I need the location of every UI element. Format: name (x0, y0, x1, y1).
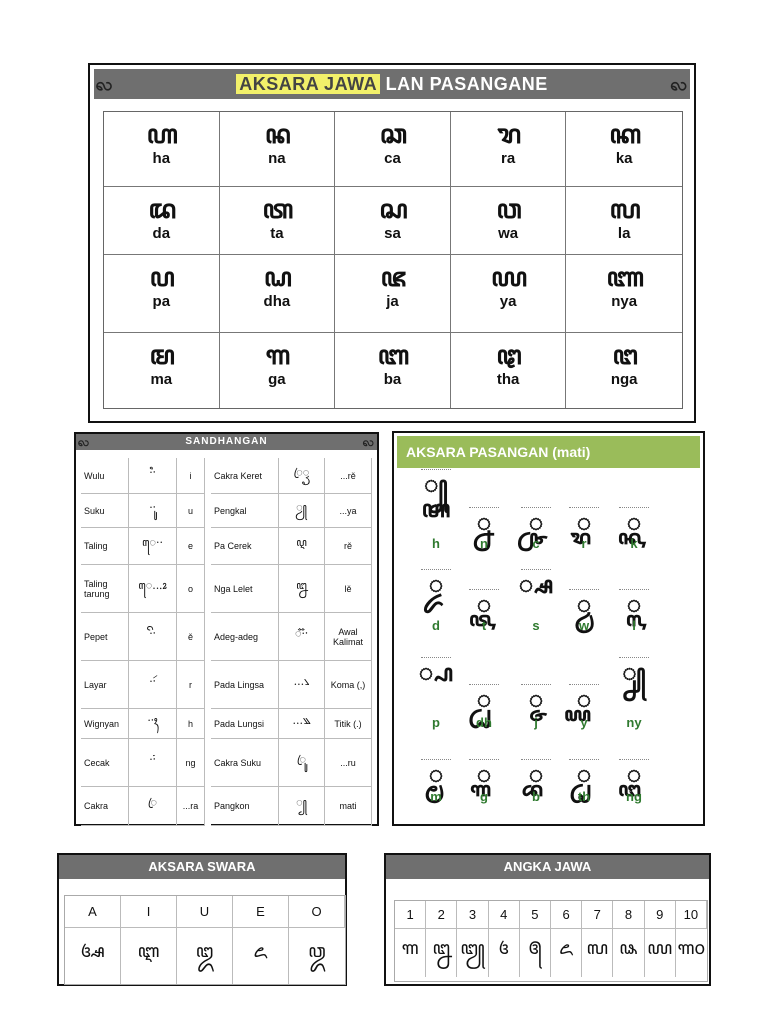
swara-title-bar (59, 855, 345, 879)
sandhangan-name: Cecak (81, 739, 129, 787)
sandhangan-name: Cakra Suku (211, 739, 279, 787)
aksara-latin: wa (498, 225, 519, 242)
sandhangan-glyph: ꦀ··ꦀ (279, 613, 325, 661)
angka-number: 3 (457, 901, 488, 929)
sandhangan-value: ě (177, 613, 205, 661)
pasangan-glyph: ꧀ꦫ (576, 508, 592, 537)
aksara-cell (104, 187, 220, 255)
aksara-latin: pa (152, 293, 171, 310)
pasangan-glyph: ꧀ꦲ (421, 470, 451, 523)
pasangan-latin: l (632, 618, 636, 633)
aksara-glyph: ꦱ (379, 195, 406, 225)
pasangan-glyph: ꧀ꦮ (576, 590, 592, 619)
swara-letter: I (121, 896, 177, 928)
aksara-glyph: ꦭ (609, 195, 639, 225)
swara-letter: O (289, 896, 345, 928)
aksara-glyph: ꦏ (609, 120, 640, 150)
pasangan-latin: c (532, 536, 540, 551)
sandhangan-value: Titik (.) (325, 709, 372, 739)
sandhangan-value: lě (325, 565, 372, 613)
sandhangan-glyph: ꦿꦸ (279, 739, 325, 787)
aksara-grid (103, 111, 683, 409)
sandhangan-table (81, 458, 374, 822)
sandhangan-glyph: ··ꦶ (129, 458, 177, 494)
swara-panel (57, 853, 347, 986)
aksara-cell (220, 187, 336, 255)
angka-number: 7 (582, 901, 613, 929)
dotted-guide (469, 589, 499, 590)
aksara-cell (220, 333, 336, 408)
aksara-latin: ja (386, 293, 399, 310)
angka-number: 1 (395, 901, 426, 929)
aksara-glyph: ꦥ (149, 263, 173, 293)
sandhangan-glyph: ··ꦼ (129, 613, 177, 661)
sandhangan-glyph: ...꧉ (279, 709, 325, 739)
swara-glyph: ꦈ (177, 928, 233, 984)
dotted-guide (619, 507, 649, 508)
aksara-latin: tha (496, 371, 520, 388)
sandhangan-name: Taling tarung (81, 565, 129, 613)
pasangan-latin: j (534, 715, 538, 730)
sandhangan-glyph: ꦊ (279, 565, 325, 613)
angka-number: 9 (645, 901, 676, 929)
pasangan-glyph: ꧀ꦥ (418, 658, 454, 687)
sandhangan-value: ng (177, 739, 205, 787)
aksara-cell (335, 255, 451, 333)
aksara-cell (566, 112, 682, 187)
swara-glyph: ꦌ (233, 928, 289, 984)
pasangan-latin: s (532, 618, 540, 633)
angka-number: 8 (613, 901, 644, 929)
dotted-guide (619, 589, 649, 590)
sandhangan-title: SANDHANGAN (185, 436, 268, 447)
sandhangan-value: Koma (,) (325, 661, 372, 709)
sandhangan-glyph: ꦾ (279, 494, 325, 528)
dotted-guide (569, 589, 599, 590)
angka-table (394, 900, 708, 982)
angka-glyph: ꧓ (457, 929, 488, 977)
pasangan-glyph: ꧀ꦚ (622, 658, 646, 687)
angka-number: 4 (489, 901, 520, 929)
pasangan-latin: p (432, 715, 440, 730)
sandhangan-glyph: ··ꦸ (129, 494, 177, 528)
dotted-guide (619, 657, 649, 658)
pasangan-title: AKSARA PASANGAN (mati) (406, 444, 591, 460)
swara-letter: A (65, 896, 121, 928)
sandhangan-value: h (177, 709, 205, 739)
aksara-glyph: ꦢ (148, 195, 175, 225)
swara-glyph: ꦆ (121, 928, 177, 984)
sandhangan-name: Cakra (81, 787, 129, 826)
aksara-latin: la (617, 225, 631, 242)
angka-glyph: ꧒ (426, 929, 457, 977)
pasangan-glyph: ꧀ꦪ (576, 685, 592, 714)
aksara-cell (566, 255, 682, 333)
pasangan-latin: h (432, 536, 440, 551)
aksara-glyph: ꦠ (262, 195, 292, 225)
aksara-latin: nga (610, 371, 638, 388)
sandhangan-name: Wulu (81, 458, 129, 494)
pasangan-glyph: ꧀ꦔ (626, 760, 642, 789)
aksara-latin: ra (501, 150, 516, 167)
sandhangan-name: Cakra Keret (211, 458, 279, 494)
aksara-latin: ca (384, 150, 401, 167)
pasangan-latin: t (481, 618, 487, 633)
sandhangan-glyph: ꦿ (129, 787, 177, 826)
sandhangan-name: Taling (81, 528, 129, 565)
sandhangan-panel (74, 432, 379, 826)
pasangan-glyph: ꧀ꦗ (528, 685, 544, 714)
sandhangan-value: ...ra (177, 787, 205, 826)
swara-glyph: ꦎ (308, 941, 326, 962)
aksara-latin: dha (263, 293, 291, 310)
pasangan-title-bar (397, 436, 700, 468)
pasangan-latin: b (532, 789, 540, 804)
angka-number: 5 (520, 901, 551, 929)
pasangan-glyph: ꧀ꦢ (428, 570, 444, 599)
angka-title-bar (386, 855, 709, 879)
sandhangan-glyph: ꦉ (279, 528, 325, 565)
sandhangan-value: rě (325, 528, 372, 565)
aksara-latin: ya (499, 293, 517, 310)
dotted-guide (421, 657, 451, 658)
dotted-guide (521, 759, 551, 760)
dotted-guide (569, 684, 599, 685)
swara-letter: E (233, 896, 289, 928)
aksara-latin: ka (615, 150, 633, 167)
pasangan-glyph: ꧀ꦠ (476, 590, 492, 619)
angka-glyph: ꧑꧐ (677, 938, 706, 959)
aksara-glyph: ꦤ (265, 120, 289, 150)
pasangan-latin: ny (626, 715, 642, 730)
sandhangan-name: Layar (81, 661, 129, 709)
pasangan-glyph: ꧀ꦤ (476, 508, 492, 537)
sandhangan-glyph: ꦿꦽ (279, 458, 325, 494)
angka-number: 6 (551, 901, 582, 929)
sandhangan-value: i (177, 458, 205, 494)
aksara-glyph: ꦛ (496, 341, 520, 371)
ornament-curl-icon: ꩮ (362, 435, 375, 449)
angka-title: ANGKA JAWA (503, 859, 592, 874)
aksara-glyph: ꦪ (491, 263, 526, 293)
pasangan-glyph: ꧀ꦒ (476, 760, 492, 789)
swara-title: AKSARA SWARA (148, 859, 256, 874)
pasangan-latin: m (430, 789, 442, 804)
aksara-cell (220, 112, 336, 187)
pasangan-glyph: ꧀ꦏ (626, 508, 642, 537)
pasangan-latin: w (578, 618, 590, 633)
aksara-latin: ta (270, 225, 284, 242)
sandhangan-name: Pada Lingsa (211, 661, 279, 709)
pasangan-latin: d (432, 618, 440, 633)
sandhangan-title-bar (76, 434, 377, 450)
sandhangan-value: ...ru (325, 739, 372, 787)
aksara-latin: ga (268, 371, 286, 388)
aksara-glyph: ꦲ (146, 120, 176, 150)
sandhangan-value: o (177, 565, 205, 613)
dotted-guide (521, 569, 551, 570)
angka-panel (384, 853, 711, 986)
aksara-cell (335, 112, 451, 187)
sandhangan-glyph: ꦺ...ꦴ (129, 565, 177, 613)
sandhangan-value: u (177, 494, 205, 528)
aksara-cell (566, 187, 682, 255)
sandhangan-value: ...rě (325, 458, 372, 494)
aksara-latin: ha (152, 150, 171, 167)
ornament-curl-icon: ꩮ (96, 74, 114, 94)
ornament-curl-icon: ꩮ (78, 435, 91, 449)
aksara-cell (335, 187, 451, 255)
dotted-guide (469, 684, 499, 685)
sandhangan-name: Wignyan (81, 709, 129, 739)
aksara-jawa-title-bar (94, 69, 690, 99)
swara-table (64, 895, 346, 985)
title-highlight: AKSARA JAWA (236, 74, 380, 94)
aksara-glyph: ꦫ (497, 120, 519, 150)
pasangan-glyph: ꧀ꦧ (528, 760, 544, 789)
pasangan-latin: n (480, 536, 488, 551)
sandhangan-name: Pepet (81, 613, 129, 661)
aksara-glyph: ꦚ (606, 263, 642, 293)
pasangan-glyph: ꧀ꦝ (476, 685, 492, 714)
dotted-guide (569, 507, 599, 508)
sandhangan-glyph: ··ꦂ (129, 661, 177, 709)
aksara-latin: nya (611, 293, 638, 310)
aksara-cell (335, 333, 451, 408)
aksara-latin: na (268, 150, 286, 167)
aksara-cell (104, 255, 220, 333)
title-rest: LAN PASANGANE (380, 74, 548, 94)
aksara-cell (220, 255, 336, 333)
dotted-guide (521, 507, 551, 508)
swara-glyph: ꦄ (65, 928, 121, 984)
aksara-latin: da (152, 225, 171, 242)
sandhangan-value: e (177, 528, 205, 565)
aksara-glyph: ꦮ (496, 195, 520, 225)
pasangan-latin: k (630, 536, 638, 551)
pasangan-glyph: ꧀ꦭ (626, 590, 642, 619)
angka-glyph: ꧘ (613, 929, 644, 977)
sandhangan-value: mati (325, 787, 372, 826)
sandhangan-value: Awal Kalimat (325, 613, 372, 661)
aksara-glyph: ꦧ (377, 341, 408, 371)
pasangan-glyph: ꧀ꦩ (428, 760, 444, 789)
dotted-guide (619, 759, 649, 760)
sandhangan-name: Suku (81, 494, 129, 528)
dotted-guide (421, 759, 451, 760)
aksara-cell (104, 333, 220, 408)
dotted-guide (469, 759, 499, 760)
aksara-cell (566, 333, 682, 408)
sandhangan-value: ...ya (325, 494, 372, 528)
sandhangan-name: Pangkon (211, 787, 279, 826)
pasangan-latin: r (581, 536, 587, 551)
pasangan-latin: dh (476, 715, 492, 730)
sandhangan-glyph: ...꧈ (279, 661, 325, 709)
sandhangan-glyph: ··ꦃ (129, 709, 177, 739)
swara-letter: U (177, 896, 233, 928)
angka-glyph: ꧔ (489, 929, 520, 977)
angka-glyph: ꧕ (520, 929, 551, 977)
dotted-guide (521, 684, 551, 685)
pasangan-latin: th (577, 789, 591, 804)
pasangan-glyph: ꧀ꦱ (518, 570, 554, 599)
sandhangan-name: Pengkal (211, 494, 279, 528)
aksara-cell (104, 112, 220, 187)
aksara-glyph: ꦕ (379, 120, 406, 150)
pasangan-glyph: ꧀ꦛ (576, 760, 592, 789)
sandhangan-glyph: ꧀ (279, 787, 325, 826)
aksara-cell (451, 187, 567, 255)
angka-number: 10 (676, 901, 707, 929)
pasangan-latin: y (580, 715, 588, 730)
angka-glyph: ꧗ (582, 929, 613, 977)
ornament-curl-icon: ꩮ (670, 74, 688, 94)
aksara-glyph: ꦒ (265, 341, 289, 371)
aksara-latin: ba (383, 371, 402, 388)
aksara-glyph: ꦝ (263, 263, 290, 293)
dotted-guide (421, 469, 451, 470)
pasangan-panel (392, 431, 705, 826)
angka-glyph: ꧑ (395, 929, 426, 977)
pasangan-latin: g (480, 789, 488, 804)
dotted-guide (421, 569, 451, 570)
aksara-glyph: ꦔ (612, 341, 636, 371)
sandhangan-name: Pada Lungsi (211, 709, 279, 739)
aksara-glyph: ꦩ (149, 341, 173, 371)
aksara-latin: sa (384, 225, 401, 242)
sandhangan-glyph: ··ꦁ (129, 739, 177, 787)
aksara-cell (451, 255, 567, 333)
sandhangan-name: Pa Cerek (211, 528, 279, 565)
angka-glyph: ꧖ (551, 929, 582, 977)
aksara-latin: ma (150, 371, 173, 388)
dotted-guide (469, 507, 499, 508)
aksara-cell (451, 333, 567, 408)
aksara-cell (451, 112, 567, 187)
angka-glyph: ꧙ (645, 929, 676, 977)
sandhangan-name: Nga Lelet (211, 565, 279, 613)
sandhangan-value: r (177, 661, 205, 709)
aksara-glyph: ꦗ (380, 263, 405, 293)
pasangan-glyph: ꧀ꦕ (528, 508, 544, 537)
sandhangan-name: Adeg-adeg (211, 613, 279, 661)
angka-number: 2 (426, 901, 457, 929)
pasangan-latin: ng (626, 789, 642, 804)
sandhangan-glyph: ꦺ·· (129, 528, 177, 565)
aksara-jawa-panel (88, 63, 696, 423)
dotted-guide (569, 759, 599, 760)
